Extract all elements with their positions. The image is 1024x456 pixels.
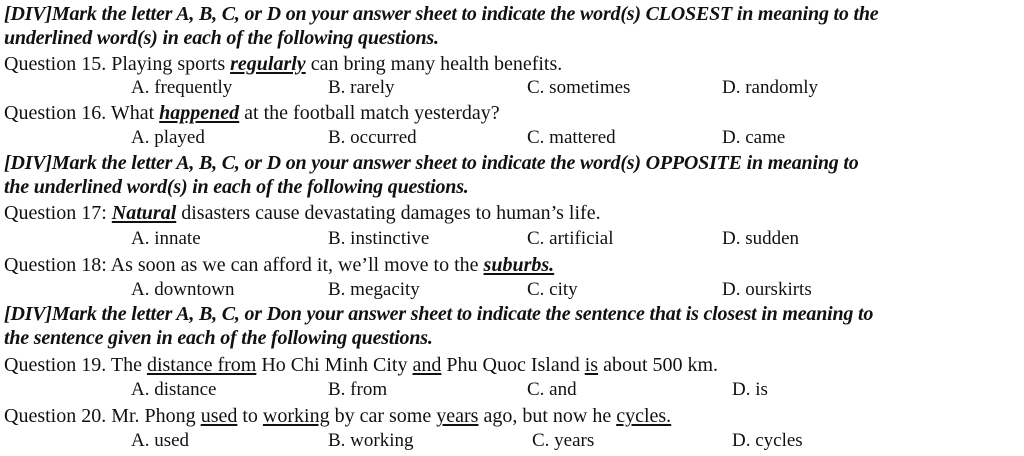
question-19-underlined-and: and xyxy=(412,354,442,376)
q18-option-b[interactable]: B. megacity xyxy=(328,279,420,300)
q19-option-d[interactable]: D. is xyxy=(732,379,768,400)
q18-option-d[interactable]: D. ourskirts xyxy=(722,279,812,300)
q19-option-a[interactable]: A. distance xyxy=(131,379,217,400)
q16-option-a[interactable]: A. played xyxy=(131,127,205,148)
question-19-part-6: about 500 km. xyxy=(598,354,719,376)
question-18-prefix: Question 18: As soon as we can afford it, we’ll move to the xyxy=(4,254,484,276)
question-20-underlined-used: used xyxy=(200,405,238,427)
question-19-underlined-distance-from: distance from xyxy=(146,354,257,376)
question-15-suffix: can bring many health benefits. xyxy=(305,53,563,75)
question-19-part-2: Ho Chi Minh City xyxy=(256,354,413,376)
q18-option-a[interactable]: A. downtown xyxy=(131,279,235,300)
question-16-underlined: happened xyxy=(159,102,240,124)
q19-option-c[interactable]: C. and xyxy=(527,379,577,400)
question-19-part-0: Question 19. The xyxy=(4,354,147,376)
q17-option-d[interactable]: D. sudden xyxy=(722,228,800,249)
instruction-sentence-line2: the sentence given in each of the following questions. xyxy=(4,327,433,349)
question-20 xyxy=(4,404,1024,428)
question-17-suffix: disasters cause devastating damages to human’s life. xyxy=(176,202,601,224)
q20-option-c[interactable]: C. years xyxy=(532,430,595,451)
q17-option-c[interactable]: C. artificial xyxy=(527,228,614,249)
question-16-prefix: Question 16. What xyxy=(4,102,160,124)
q20-option-b[interactable]: B. working xyxy=(328,430,414,451)
question-18 xyxy=(4,253,1024,277)
question-20-part-2: to xyxy=(237,405,263,427)
instruction-closest-line2: underlined word(s) in each of the following questions. xyxy=(4,27,439,49)
q16-option-b[interactable]: B. occurred xyxy=(328,127,417,148)
q17-option-b[interactable]: B. instinctive xyxy=(328,228,430,249)
q20-option-d[interactable]: D. cycles xyxy=(732,430,803,451)
instruction-sentence-line1: [DIV]Mark the letter A, B, C, or Don your answer sheet to indicate the sentence that is closest in meaning to xyxy=(4,303,874,325)
question-20-part-4: by car some xyxy=(329,405,437,427)
q15-option-c[interactable]: C. sometimes xyxy=(527,77,631,98)
instruction-closest-line1: [DIV]Mark the letter A, B, C, or D on your answer sheet to indicate the word(s) CLOSEST in meaning to the xyxy=(4,3,879,25)
q20-option-a[interactable]: A. used xyxy=(131,430,190,451)
instruction-opposite-line1: [DIV]Mark the letter A, B, C, or D on your answer sheet to indicate the word(s) OPPOSITE in meaning to xyxy=(4,152,859,174)
question-17 xyxy=(4,201,1024,225)
instruction-opposite-line2: the underlined word(s) in each of the following questions. xyxy=(4,176,469,198)
question-20-part-6: ago, but now he xyxy=(478,405,617,427)
question-20-underlined-years: years xyxy=(436,405,479,427)
q19-option-b[interactable]: B. from xyxy=(328,379,388,400)
question-20-underlined-working: working xyxy=(262,405,330,427)
question-15-underlined: regularly xyxy=(230,53,306,75)
question-20-underlined-cycles: cycles. xyxy=(616,405,672,427)
question-18-underlined: suburbs. xyxy=(483,254,555,276)
q16-option-d[interactable]: D. came xyxy=(722,127,786,148)
q17-option-a[interactable]: A. innate xyxy=(131,228,201,249)
q15-option-b[interactable]: B. rarely xyxy=(328,77,395,98)
question-19-underlined-is: is xyxy=(584,354,599,376)
q18-option-c[interactable]: C. city xyxy=(527,279,578,300)
q15-option-a[interactable]: A. frequently xyxy=(131,77,233,98)
q16-option-c[interactable]: C. mattered xyxy=(527,127,616,148)
question-16-suffix: at the football match yesterday? xyxy=(239,102,500,124)
question-17-underlined: Natural xyxy=(111,202,177,224)
question-15 xyxy=(4,52,1024,76)
question-16 xyxy=(4,101,1024,125)
question-19-part-4: Phu Quoc Island xyxy=(441,354,585,376)
question-20-part-0: Question 20. Mr. Phong xyxy=(4,405,201,427)
question-17-prefix: Question 17: xyxy=(4,202,112,224)
q15-option-d[interactable]: D. randomly xyxy=(722,77,819,98)
question-19 xyxy=(4,353,1024,377)
question-15-prefix: Question 15. Playing sports xyxy=(4,53,231,75)
